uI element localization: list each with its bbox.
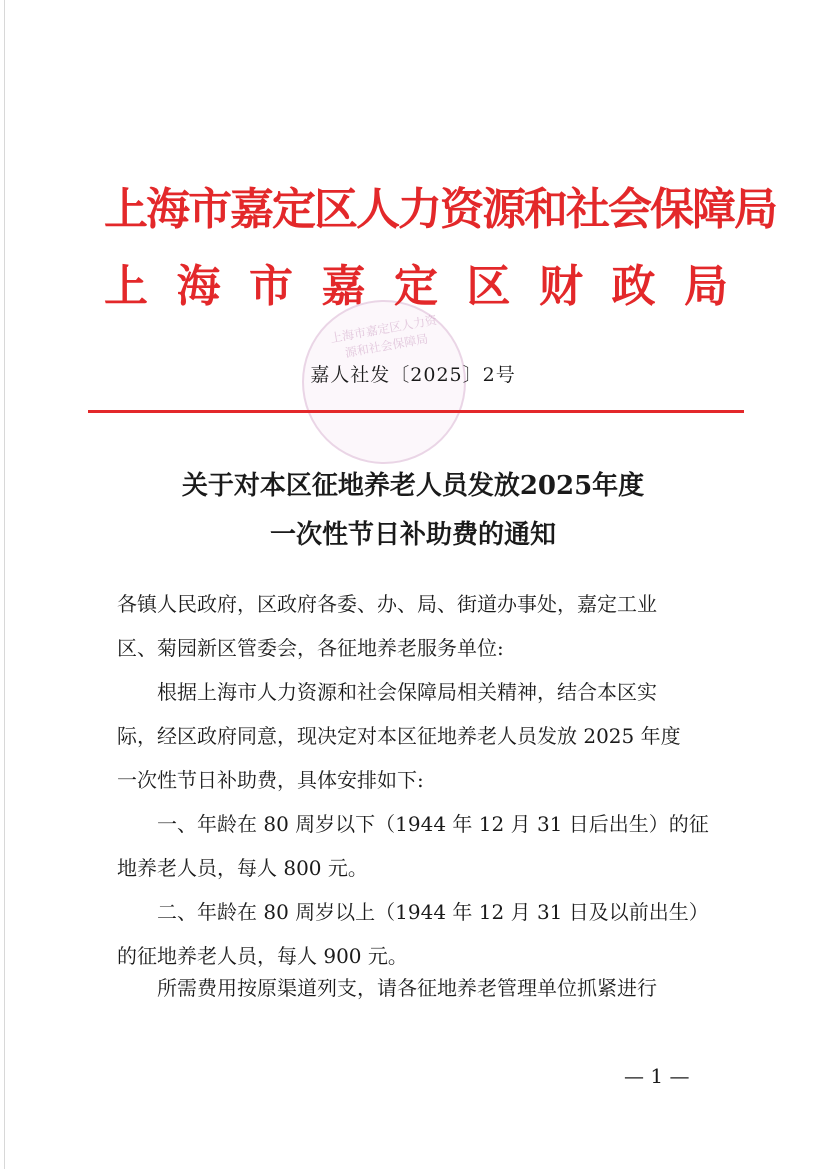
page-edge-line bbox=[4, 0, 5, 1169]
notice-title-line-2: 一次性节日补助费的通知 bbox=[269, 520, 556, 550]
item-1-line-2: 地养老人员，每人 800 元。 bbox=[117, 856, 368, 880]
item-2-line-2: 的征地养老人员，每人 900 元。 bbox=[117, 944, 408, 968]
issuer-char: 区 bbox=[466, 261, 511, 312]
issuer-char: 海 bbox=[176, 261, 221, 312]
item-2 bbox=[117, 890, 717, 978]
addressee-line-1: 各镇人民政府，区政府各委、办、局、街道办事处，嘉定工业 bbox=[117, 592, 657, 616]
paragraph-1-line-2: 际，经区政府同意，现决定对本区征地养老人员发放 2025 年度 bbox=[117, 724, 681, 748]
issuer-char: 上 bbox=[104, 261, 148, 312]
red-divider-line bbox=[88, 410, 744, 413]
item-1 bbox=[117, 802, 717, 890]
issuer-char: 局 bbox=[684, 261, 728, 312]
issuer-line-2 bbox=[104, 250, 728, 314]
page-number: — 1 — bbox=[624, 1064, 690, 1088]
paragraph-1 bbox=[117, 670, 717, 802]
item-1-line-1: 一、年龄在 80 周岁以下（1944 年 12 月 31 日后出生）的征 bbox=[157, 812, 709, 836]
issuer-char: 市 bbox=[249, 261, 293, 312]
issuer-char: 定 bbox=[394, 261, 438, 312]
addressee-block bbox=[117, 582, 717, 670]
paragraph-2-line-1: 所需费用按原渠道列支，请各征地养老管理单位抓紧进行 bbox=[157, 976, 657, 1000]
document-number: 嘉人社发〔2025〕2号 bbox=[310, 364, 516, 386]
item-2-line-1: 二、年龄在 80 周岁以上（1944 年 12 月 31 日及以前出生） bbox=[157, 900, 709, 924]
issuer-char: 嘉 bbox=[321, 261, 366, 312]
paragraph-2 bbox=[117, 966, 717, 1010]
notice-title-line-1: 关于对本区征地养老人员发放2025年度 bbox=[181, 471, 645, 501]
issuer-line-1: 上海市嘉定区人力资源和社会保障局 bbox=[104, 184, 776, 235]
issuer-char: 政 bbox=[611, 261, 656, 312]
issuer-char: 财 bbox=[539, 261, 583, 312]
seal-text: 上海市嘉定区人力资源和社会保障局 bbox=[329, 312, 439, 361]
paragraph-1-line-3: 一次性节日补助费，具体安排如下: bbox=[117, 768, 424, 792]
paragraph-1-line-1: 根据上海市人力资源和社会保障局相关精神，结合本区实 bbox=[157, 680, 657, 704]
addressee-line-2: 区、菊园新区管委会，各征地养老服务单位: bbox=[117, 636, 504, 660]
